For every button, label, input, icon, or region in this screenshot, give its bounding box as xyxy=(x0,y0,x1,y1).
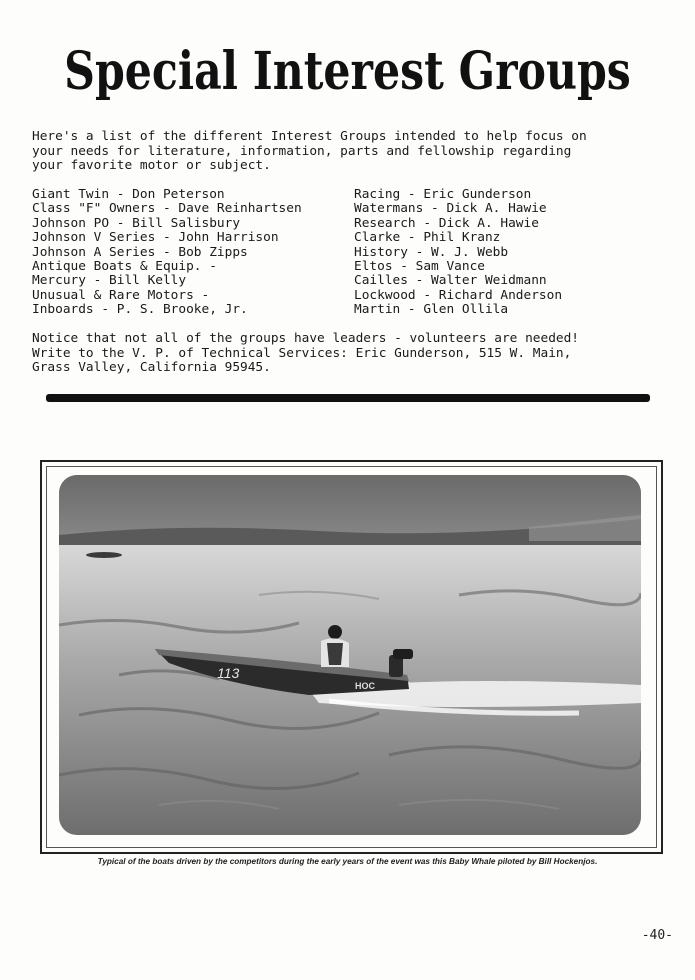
groups-right-column xyxy=(354,188,672,318)
distant-boat xyxy=(86,552,122,558)
group-entry: Martin - Glen Ollila xyxy=(354,302,509,318)
group-entry: Racing - Eric Gunderson xyxy=(354,187,532,202)
groups-left-column xyxy=(32,188,350,318)
notice-line: Write to the V. P. of Technical Services: Eric Gunderson, 515 W. Main, xyxy=(32,345,572,361)
group-entry: History - W. J. Webb xyxy=(354,244,509,260)
intro-paragraph: Here's a list of the different Interest Groups intended to help focus on your needs for literature, information, parts and fellowship regarding your favorite motor or subject. xyxy=(32,129,587,174)
boat-number-label: 113 xyxy=(217,665,240,681)
group-entry: Clarke - Phil Kranz xyxy=(354,230,501,246)
notice-line: Notice that not all of the groups have leaders - volunteers are needed! xyxy=(32,331,580,346)
group-entry: Giant Twin - Don Peterson xyxy=(32,187,225,202)
group-entry: Research - Dick A. Hawie xyxy=(354,215,539,231)
group-entry: Lockwood - Richard Anderson xyxy=(354,287,563,303)
notice-line: Grass Valley, California 95945. xyxy=(32,360,271,376)
section-divider xyxy=(46,394,650,402)
race-boat-photo xyxy=(59,475,641,835)
hull-lettering: HOC xyxy=(355,681,375,691)
page-title: Special Interest Groups xyxy=(64,41,631,102)
group-entry: Class "F" Owners - Dave Reinhartsen xyxy=(32,201,302,217)
group-entry: Antique Boats & Equip. - xyxy=(32,259,217,275)
group-entry: Johnson A Series - Bob Zipps xyxy=(32,244,248,260)
photo-caption: Typical of the boats driven by the competitors during the early years of the event was this Baby Whale piloted by Bill Hockenjos. xyxy=(97,857,598,866)
group-entry: Eltos - Sam Vance xyxy=(354,259,485,275)
group-entry: Watermans - Dick A. Hawie xyxy=(354,201,547,217)
group-entry: Cailles - Walter Weidmann xyxy=(354,273,547,289)
driver-head xyxy=(328,625,342,639)
group-entry: Johnson V Series - John Harrison xyxy=(32,230,279,246)
notice-paragraph xyxy=(32,332,672,376)
page-number: -40- xyxy=(641,928,673,943)
group-entry: Unusual & Rare Motors - xyxy=(32,287,210,303)
group-entry: Johnson PO - Bill Salisbury xyxy=(32,215,241,231)
group-entry: Inboards - P. S. Brooke, Jr. xyxy=(32,302,248,318)
group-entry: Mercury - Bill Kelly xyxy=(32,273,187,289)
